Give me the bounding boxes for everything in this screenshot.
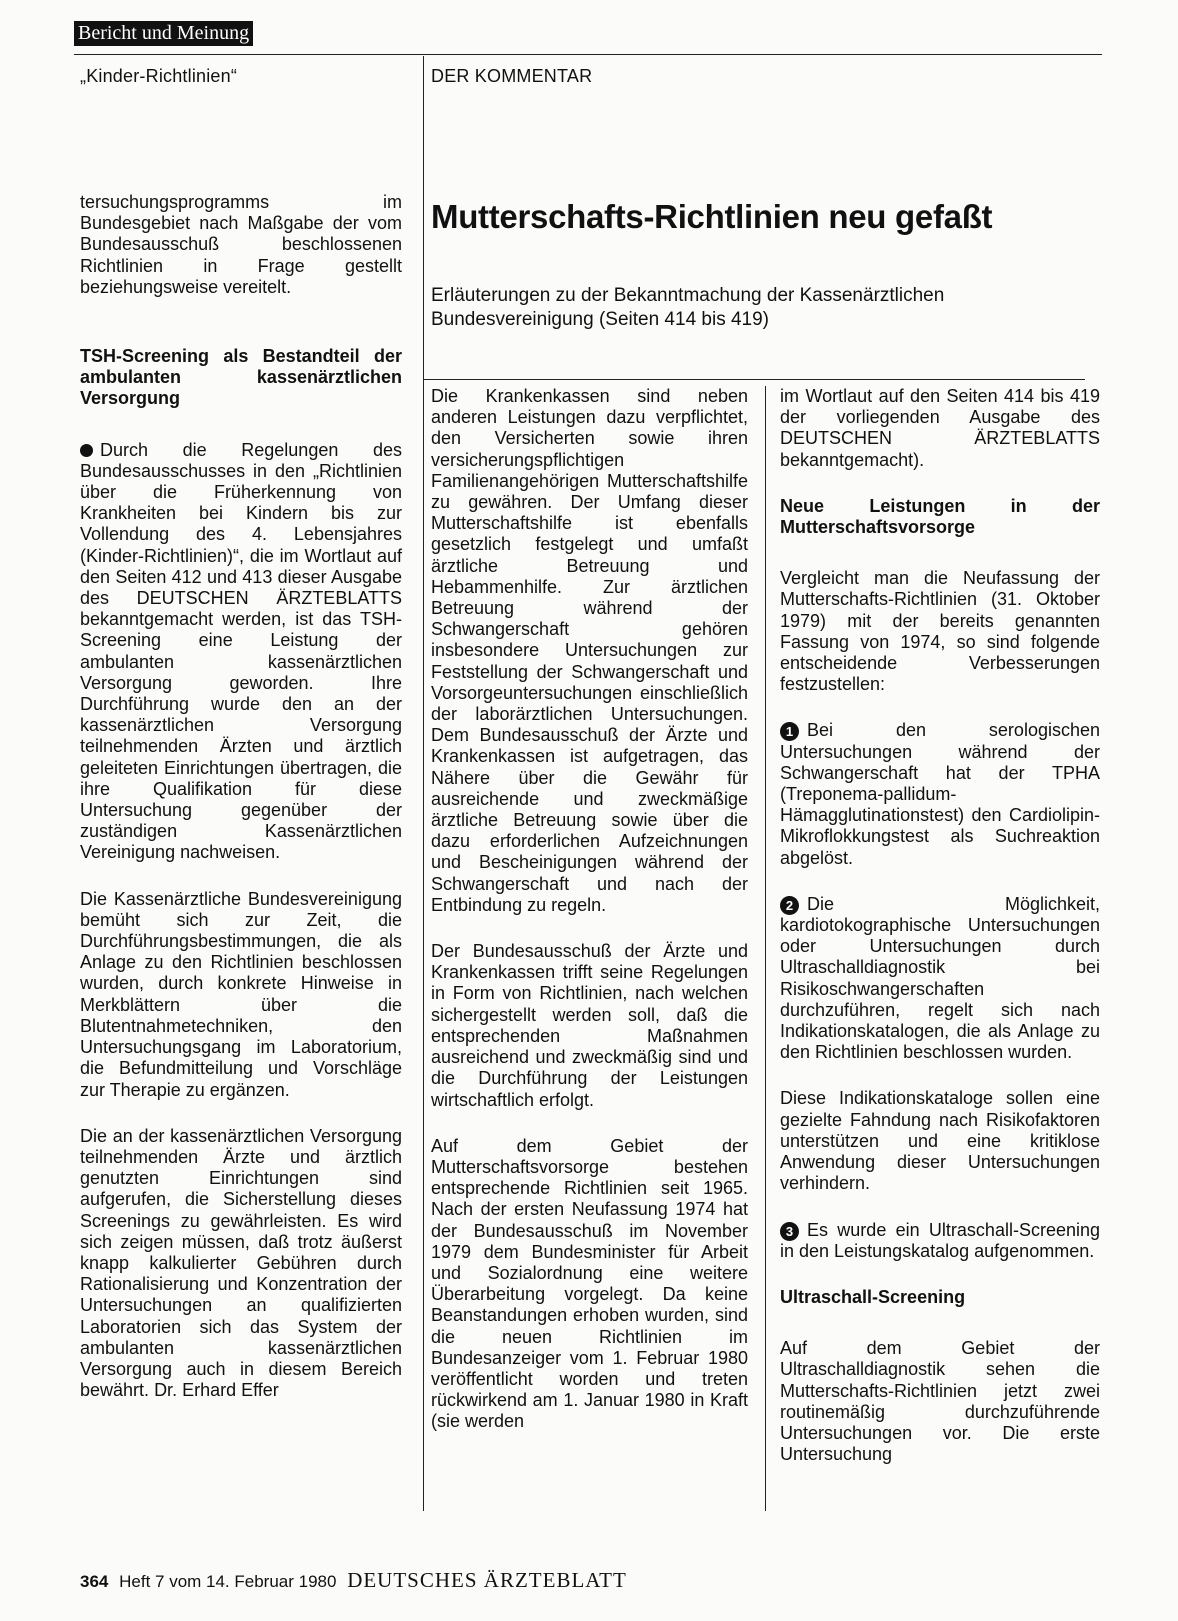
body-paragraph: Durch die Regelungen des Bundesausschusses in den „Richtlinien über die Früherkennung von Krankheiten bei Kindern bis zur Vollendung des 4. Lebensjahres (Kinder-Richtlinien)“, die im Wortlaut auf den Seiten 412 und 413 dieser Ausgabe des DEUTSCHEN ÄRZTEBLATTS bekanntgemacht werden, ist das TSH-Screening eine Leistung der ambulanten kassenärztlichen Versorgung geworden. Ihre Durchführung wurde den an der kassenärztlichen Versorgung teilnehmenden Ärzten und ärztlich geleiteten Einrichtungen übertragen, die ihre Qualifikation für diese Untersuchung gegenüber der zuständigen Kassenärztlichen Vereinigung nachweisen. [80,439,402,863]
section-heading-neue-leistungen: Neue Leistungen in der Mutterschaftsvorsorge [780,495,1100,538]
left-column-label: „Kinder-Richtlinien“ [80,66,238,86]
issue-info: Heft 7 vom 14. Februar 1980 [119,1572,337,1591]
section-heading-ultraschall: Ultraschall-Screening [780,1286,966,1307]
author-signature: Dr. Erhard Effer [154,1380,279,1401]
intro-paragraph: tersuchungsprogramms im Bundesgebiet nach Maßgabe der vom Bundesausschuß beschlossenen Richtlinien in Frage gestellt beziehungsweise vereitelt. [80,192,402,297]
number-three-icon: 3 [780,1222,799,1241]
column-divider-right [765,386,766,1511]
column-divider [423,56,424,1511]
article-subtitle: Erläuterungen zu der Bekanntmachung der Kassenärztlichen Bundesvereinigung (Seiten 414 bis 419) [431,285,945,330]
article-title: Mutterschafts-Richtlinien neu gefaßt [431,198,993,235]
body-paragraph: Diese Indikationskataloge sollen eine gezielte Fahndung nach Risikofaktoren unterstützen und eine kritiklose Anwendung dieser Untersuchungen verhindern. [780,1088,1100,1194]
comment-label: DER KOMMENTAR [431,66,593,86]
bullet-icon [80,444,93,457]
section-heading-tsh: TSH-Screening als Bestandteil der ambulanten kassenärztlichen Versorgung [80,346,402,409]
page-number: 364 [80,1572,109,1591]
page-footer [80,1568,627,1593]
journal-name: DEUTSCHES ÄRZTEBLATT [347,1568,627,1592]
body-paragraph: Vergleicht man die Neufassung der Mutterschafts-Richtlinien (31. Oktober 1979) mit der bereits genannten Fassung von 1974, so sind folgende entscheidende Verbesserungen festzustellen: [780,568,1100,695]
subtitle-rule [423,379,1085,380]
body-paragraph: Die Kassenärztliche Bundesvereinigung bemüht sich zur Zeit, die Durchführungsbestimmungen, die als Anlage zu den Richtlinien beschlossen wurden, durch konkrete Hinweise in Merkblättern über die Blutentnahmetechniken, den Untersuchungsgang im Laboratorium, die Befundmitteilung und Vorschläge zur Therapie zu ergänzen. [80,888,402,1100]
section-label: Bericht und Meinung [74,21,253,46]
body-paragraph: Der Bundesausschuß der Ärzte und Krankenkassen trifft seine Regelungen in Form von Richtlinien, nach welchen sichergestellt werden soll, daß die entsprechenden Maßnahmen ausreichend und zweckmäßig sind und die Durchführung der Leistungen wirtschaftlich erfolgt. [431,941,748,1110]
left-column-body [80,346,402,1426]
number-one-icon: 1 [780,722,799,741]
body-paragraph: im Wortlaut auf den Seiten 414 bis 419 der vorliegenden Ausgabe des DEUTSCHEN ÄRZTEBLATTS bekanntgemacht). [780,386,1100,470]
body-paragraph: Auf dem Gebiet der Mutterschaftsvorsorge bestehen entsprechende Richtlinien seit 1965. Nach der ersten Neufassung 1974 hat der Bundesausschuß im November 1979 dem Bundesminister für Arbeit und Sozialordnung eine weitere Überarbeitung vorgelegt. Da keine Beanstandungen erhoben wurden, sind die neuen Richtlinien im Bundesanzeiger vom 1. Februar 1980 veröffentlicht worden und treten rückwirkend am 1. Januar 1980 in Kraft (sie werden [431,1135,748,1432]
middle-column [431,386,748,1458]
numbered-item: 1 Bei den serologischen Untersuchungen während der Schwangerschaft hat der TPHA (Treponema-pallidum-Hämagglutinationstest) den Cardiolipin-Mikroflokkungstest als Suchreaktion abgelöst. [780,720,1100,868]
numbered-item: 3 Es wurde ein Ultraschall-Screening in den Leistungskatalog aufgenommen. [780,1219,1100,1261]
right-column [780,386,1100,1490]
body-paragraph: Die an der kassenärztlichen Versorgung teilnehmenden Ärzte und ärztlich genutzten Einrichtungen sind aufgerufen, die Sicherstellung dieses Screenings zu gewährleisten. Es wird sich zeigen müssen, daß trotz äußerst knapp kalkulierter Gebühren durch Rationalisierung und Konzentration der Untersuchungen an qualifizierten Laboratorien sich das System der ambulanten kassenärztlichen Versorgung auch in diesem Bereich bewährt. Dr. Erhard Effer [80,1125,402,1401]
number-two-icon: 2 [780,896,799,915]
body-paragraph: Auf dem Gebiet der Ultraschalldiagnostik sehen die Mutterschafts-Richtlinien jetzt zwei routinemäßig durchzuführende Untersuchungen vor. Die erste Untersuchung [780,1338,1100,1465]
left-column-intro [80,192,402,298]
body-paragraph: Die Krankenkassen sind neben anderen Leistungen dazu verpflichtet, den Versicherten sowie ihren versicherungspflichtigen Familienangehörigen Mutterschaftshilfe zu gewähren. Der Umfang dieser Mutterschaftshilfe ist ebenfalls gesetzlich festgelegt und umfaßt ärztliche Betreuung und Hebammenhilfe. Zur ärztlichen Betreuung während der Schwangerschaft gehören insbesondere Untersuchungen zur Feststellung der Schwangerschaft und Vorsorgeuntersuchungen einschließlich der laborärztlichen Untersuchungen. Dem Bundesausschuß der Ärzte und Krankenkassen ist aufgetragen, das Nähere über die Gewähr für ausreichende und zweckmäßige ärztliche Betreuung sowie über die dazu erforderlichen Aufzeichnungen und Bescheinigungen während der Schwangerschaft und nach der Entbindung zu regeln. [431,386,748,915]
top-rule [74,54,1102,55]
numbered-item: 2 Die Möglichkeit, kardiotokographische Untersuchungen oder Untersuchungen durch Ultraschalldiagnostik bei Risikoschwangerschaften durchzuführen, regelt sich nach Indikationskatalogen, die als Anlage zu den Richtlinien beschlossen wurden. [780,893,1100,1063]
